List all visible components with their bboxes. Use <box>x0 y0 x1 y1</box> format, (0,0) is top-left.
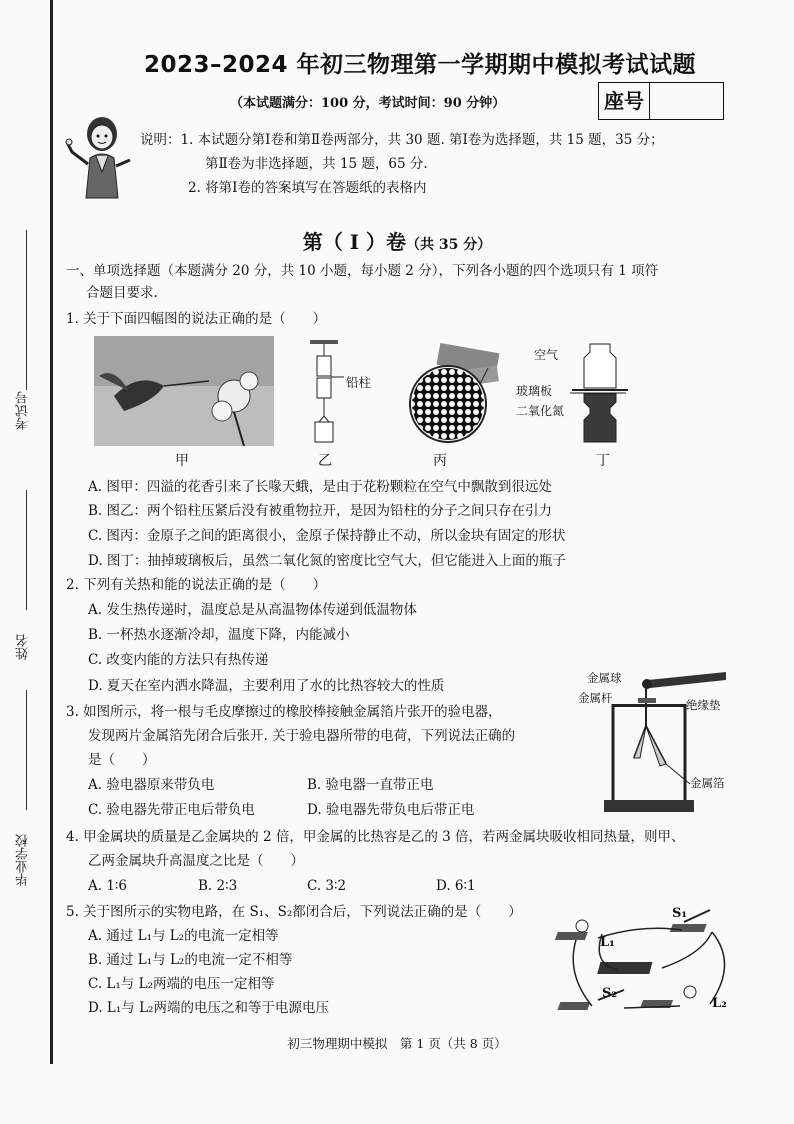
q2-stem: 2. 下列有关热和能的说法正确的是（ ） <box>66 577 327 593</box>
fig-ding-air-label: 空气 <box>534 348 559 362</box>
page-title: 2023–2024 年初三物理第一学期期中模拟考试试题 <box>143 52 697 78</box>
fig-l1-label: L₁ <box>600 935 615 950</box>
note-line-3: 2. 将第Ⅰ卷的答案填写在答题纸的表格内 <box>188 180 427 196</box>
exam-info: （本试题满分：100 分，考试时间：90 分钟） <box>230 96 506 111</box>
fig-ding-glass-label: 玻璃板 <box>516 384 553 398</box>
q1-option-b: B. 图乙：两个铅柱压紧后没有被重物拉开，是因为铅柱的分子之间只存在引力 <box>88 503 553 519</box>
teacher-illustration <box>64 110 136 200</box>
q3-option-b: B. 验电器一直带正电 <box>307 777 434 793</box>
q4-option-b: B. 2∶3 <box>198 878 238 894</box>
binding-line <box>50 0 53 1064</box>
q4-option-a: A. 1∶6 <box>88 878 128 894</box>
note-line-2: 第Ⅱ卷为非选择题，共 15 题，65 分. <box>205 156 428 172</box>
q5-option-b: B. 通过 L₁与 L₂的电流一定不相等 <box>88 952 293 968</box>
fig-pad-label: 绝缘垫 <box>686 698 721 712</box>
q3-stem-1: 3. 如图所示，将一根与毛皮摩擦过的橡胶棒接触金属箔片张开的验电器， <box>66 704 502 720</box>
fig-l2-label: L₂ <box>712 996 727 1011</box>
seat-label: 座号 <box>599 83 650 119</box>
school-label: 毕业学校 <box>16 834 31 886</box>
q1-figure-ding <box>566 340 646 444</box>
q1-option-c: C. 图丙：金原子之间的距离很小，金原子保持静止不动，所以金块有固定的形状 <box>88 528 566 544</box>
section-instructions-1: 一、单项选择题（本题满分 20 分，共 10 小题，每小题 2 分），下列各小题的四个选项只有 1 项符 <box>66 263 659 279</box>
q1-stem: 1. 关于下面四幅图的说法正确的是（ ） <box>66 311 327 327</box>
q1-option-a: A. 图甲：四溢的花香引来了长喙天蛾，是由于花粉颗粒在空气中飘散到很远处 <box>88 479 552 495</box>
q5-option-a: A. 通过 L₁与 L₂的电流一定相等 <box>88 928 279 944</box>
q2-option-a: A. 发生热传递时，温度总是从高温物体传递到低温物体 <box>88 602 417 618</box>
fig-foil-label: 金属箔 <box>690 776 725 790</box>
fig-label-bing: 丙 <box>433 453 447 469</box>
q1-figure-yi <box>306 338 376 444</box>
fig-s2-label: S₂ <box>602 986 618 1001</box>
name-label: 姓名 <box>16 634 31 660</box>
fig-yi-lead-label: 铅柱 <box>346 375 372 390</box>
fig-rod-label: 金属杆 <box>578 691 613 705</box>
q3-option-a: A. 验电器原来带负电 <box>88 777 215 793</box>
q4-stem-2: 乙两金属块升高温度之比是（ ） <box>88 853 304 869</box>
q2-option-b: B. 一杯热水逐渐冷却，温度下降，内能减小 <box>88 627 350 643</box>
name-blank <box>26 490 27 610</box>
fig-label-ding: 丁 <box>596 453 610 469</box>
fig-s1-label: S₁ <box>672 906 688 921</box>
part-title-text: 第（ Ⅰ ）卷 <box>302 230 407 254</box>
part-title <box>0 226 794 255</box>
q2-option-c: C. 改变内能的方法只有热传递 <box>88 652 269 668</box>
q3-stem-2: 发现两片金属箔先闭合后张开. 关于验电器所带的电荷，下列说法正确的 <box>88 728 516 744</box>
part-score: （共 35 分） <box>406 237 492 253</box>
section-instructions-2: 合题目要求. <box>86 285 158 301</box>
seat-box[interactable] <box>598 82 724 120</box>
exam-no-label: 考试号 <box>16 391 31 430</box>
q5-option-d: D. L₁与 L₂两端的电压之和等于电源电压 <box>88 1000 329 1016</box>
q3-option-d: D. 验电器先带负电后带正电 <box>307 802 475 818</box>
q3-stem-3: 是（ ） <box>88 752 156 768</box>
q1-option-d: D. 图丁：抽掉玻璃板后，虽然二氧化氮的密度比空气大，但它能进入上面的瓶子 <box>88 553 566 569</box>
school-blank <box>26 690 27 810</box>
page-footer: 初三物理期中模拟 第 1 页（共 8 页） <box>287 1036 507 1051</box>
q4-option-d: D. 6∶1 <box>436 878 476 894</box>
fig-ding-no2-label: 二氧化氮 <box>516 404 565 418</box>
q1-figure-jia <box>94 336 274 446</box>
q2-option-d: D. 夏天在室内洒水降温，主要利用了水的比热容较大的性质 <box>88 678 445 694</box>
q3-electroscope-figure <box>600 666 730 816</box>
q4-stem-1: 4. 甲金属块的质量是乙金属块的 2 倍，甲金属的比热容是乙的 3 倍，若两金属块吸收相同热量，则甲、 <box>66 829 685 845</box>
fig-ball-label: 金属球 <box>587 671 622 685</box>
q5-option-c: C. L₁与 L₂两端的电压一定相等 <box>88 976 275 992</box>
note-line-1: 说明：1. 本试题分第Ⅰ卷和第Ⅱ卷两部分，共 30 题. 第Ⅰ卷为选择题，共 15 题，35 分； <box>140 132 664 148</box>
q4-option-c: C. 3∶2 <box>307 878 347 894</box>
q5-stem: 5. 关于图所示的实物电路，在 S₁、S₂都闭合后，下列说法正确的是（ ） <box>66 904 522 920</box>
fig-label-yi: 乙 <box>318 453 332 469</box>
q1-figure-bing <box>408 344 508 444</box>
q3-option-c: C. 验电器先带正电后带负电 <box>88 802 255 818</box>
fig-label-jia: 甲 <box>175 453 189 469</box>
